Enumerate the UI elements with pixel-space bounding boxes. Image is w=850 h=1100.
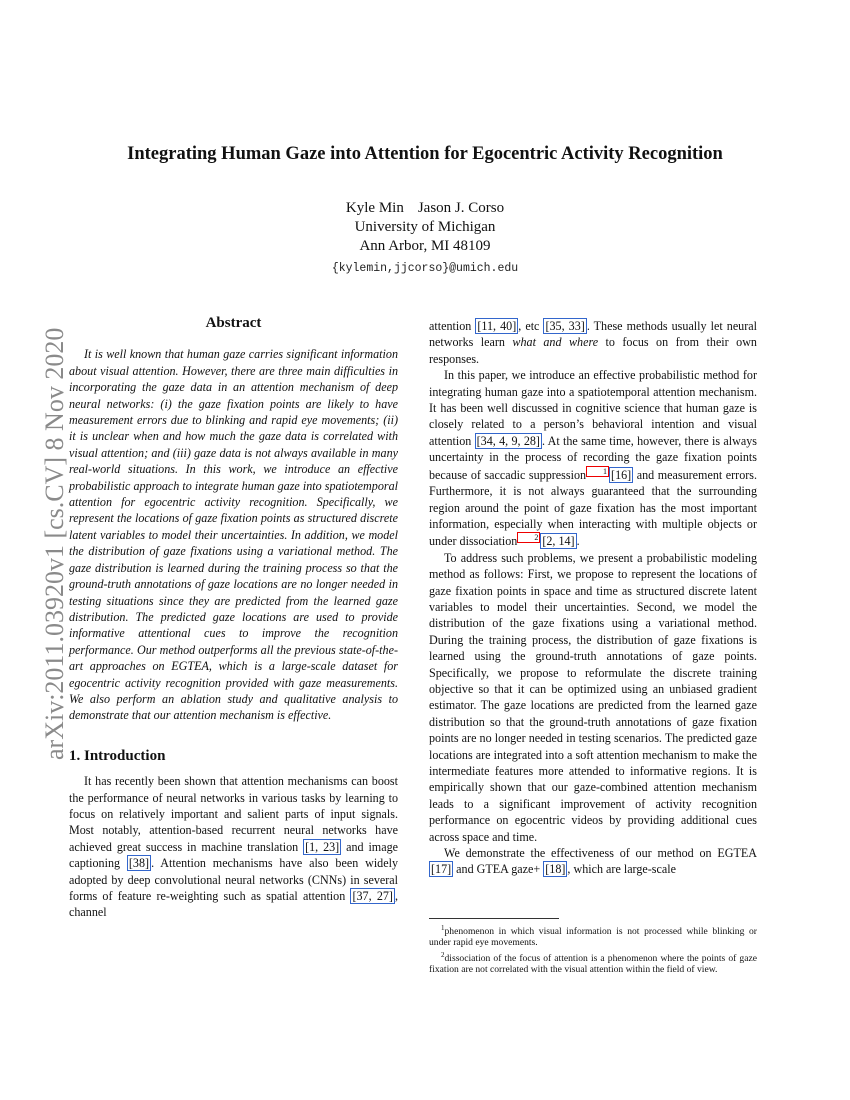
citation-link[interactable]: [18]	[545, 862, 566, 877]
author-block	[0, 199, 850, 278]
footnote-ref[interactable]: 2	[517, 532, 540, 543]
footnote: $^1$phenomenon in which visual information is not processed while blinking or under rapid eye movements.	[429, 924, 757, 949]
affiliation: University of Michigan	[354, 219, 496, 235]
arxiv-stamp-text[interactable]: arXiv:2011.03920v1 [cs.CV] 8 Nov 2020	[40, 327, 69, 760]
abstract-text: It is well known that human gaze carries significant information about visual attention. However, there are three main difficulties in incorporating the gaze data in an attention mechanism of deep neural networks: (i) the gaze fixation points are likely to have measurement errors due to blinking and rapid eye movements; (ii) it is unclear when and how much the gaze data is correlated with visual attention; and (iii) gaze data is not always available in many real-world situations. In this work, we introduce an effective probabilistic approach to integrate human gaze into spatiotemporal attention for egocentric activity recognition. Specifically, we represent the locations of gaze fixation points as structured discrete latent variables to model their uncertainties. In addition, we model the distribution of gaze fixations using a variational method. The gaze distribution is learned during the training process so that the ground-truth annotations of gaze locations are no longer needed in testing situations since they are predicted from the learned gaze distribution. The predicted gaze locations are used to provide informative attentional cues to improve the recognition performance. Our method outperforms all the previous state-of-the-art approaches on EGTEA, which is a large-scale dataset for egocentric activity recognition provided with gaze measurements. We also perform an ablation study and qualitative analysis to demonstrate that our attention mechanism is effective.	[69, 347, 398, 723]
author-name: Jason J. Corso	[417, 200, 505, 216]
intro-paragraph: It has recently been shown that attention mechanisms can boost the performance of neural networks in various tasks by learning to focus on relatively important and salient parts of input signals. Most notably, attention-based recurrent neural networks have achieved great success in machine translation [1, 23] and image captioning [38] . Attention mechanisms have also been widely adopted by deep convolutional neural networks (CNNs) in several forms of feature re-weighting such as spatial attention [37, 27] , channel	[69, 774, 398, 920]
citation-link[interactable]: [35, 33]	[545, 319, 585, 333]
author-email[interactable]: {kylemin,jjcorso}@umich.edu	[331, 262, 519, 275]
footnotes	[429, 918, 757, 976]
citation-link[interactable]: [2, 14]	[542, 534, 575, 549]
abstract-heading: Abstract	[205, 315, 262, 331]
author-names	[0, 199, 850, 218]
right-column	[429, 318, 757, 878]
citation-link[interactable]: [11, 40]	[477, 319, 517, 333]
section-heading-introduction: 1. Introduction	[69, 747, 166, 764]
arxiv-stamp	[20, 290, 69, 760]
footnote-rule	[429, 918, 559, 919]
citation-link[interactable]: [17]	[431, 862, 452, 877]
footnote-ref[interactable]: 1	[586, 466, 609, 477]
intro-paragraph-continued: attention [11, 40] , etc [35, 33] . These methods usually let neural networks learn what and where to focus on from their own responses.	[429, 319, 757, 366]
left-column	[69, 315, 398, 921]
address: Ann Arbor, MI 48109	[359, 238, 491, 254]
intro-paragraph: We demonstrate the effectiveness of our method on EGTEA [17] and GTEA gaze+ [18] , which are large-scale	[431, 846, 757, 877]
citation-link[interactable]: [38]	[128, 856, 150, 871]
author-name: Kyle Min	[345, 200, 404, 216]
citation-link[interactable]: [16]	[611, 467, 632, 482]
citation-link[interactable]: [37, 27]	[352, 889, 393, 903]
intro-paragraph: To address such problems, we present a probabilistic modeling method as follows: First, we propose to represent the locations of gaze fixation points in space and time as structured discrete latent variables to model their uncertainties. Second, we model the distribution of the gaze fixations using a variational method. During the training process, the distribution of gaze fixations is learned using the ground-truth annotations of gaze points. Specifically, we propose to reformulate the discrete training objective so that it can be optimized using an unbiased gradient estimator. The gaze locations are predicted from the learned gaze distribution so that the ground-truth annotations of gaze fixation points are no longer needed in testing scenarios. The predicted gaze locations are integrated into a soft attention mechanism to make the intermediate features more attended to informative regions. It is empirically shown that our gaze-combined attention mechanism leads to a significant improvement of activity recognition performance on egocentric videos by providing additional cues across space and time.	[429, 550, 757, 844]
citation-link[interactable]: [1, 23]	[305, 839, 340, 854]
intro-paragraph: In this paper, we introduce an effective probabilistic method for integrating human gaze into a spatiotemporal attention mechanism. It has been well discussed in cognitive science that human gaze is closely related to a person’s behavioral intention and visual attention [34, 4, 9, 28] . At the same time, however, there is always uncertainty in the process of recording the gaze fixation points because of saccadic suppression 1 [16] and measurement errors. Furthermore, it is not always guaranteed that the surrounding region around the point of gaze fixation has the most important information, especially when interacting with multiple objects or under dissociation 2 [2, 14] .	[429, 368, 757, 549]
citation-link[interactable]: [34, 4, 9, 28]	[476, 433, 540, 448]
paper-title: Integrating Human Gaze into Attention for Egocentric Activity Recognition	[127, 144, 723, 164]
footnote: $^2$dissociation of the focus of attention is a phenomenon where the points of gaze fixation are not correlated with the visual attention within the field of view.	[429, 950, 757, 975]
